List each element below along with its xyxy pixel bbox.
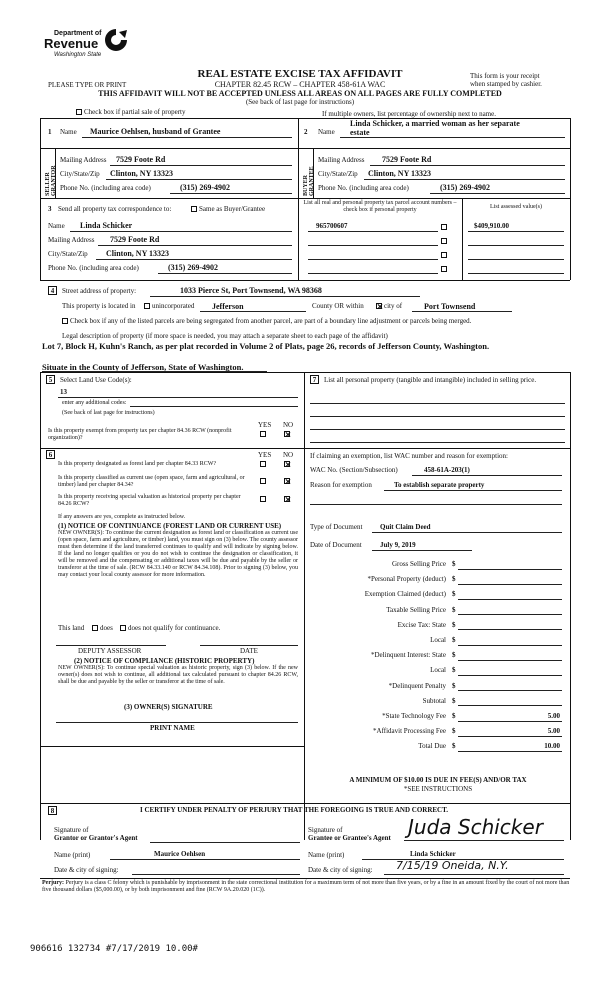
tax-row-currency: $: [452, 727, 456, 736]
correspondence-label: Send all property tax correspondence to:: [58, 205, 172, 213]
city-of-label: city of: [384, 302, 403, 310]
forest-no-checkbox[interactable]: [284, 461, 290, 467]
land-does-checkbox[interactable]: [92, 625, 98, 631]
buyer-mailing-value[interactable]: 7529 Foote Rd: [382, 155, 432, 164]
seller-city-label: City/State/Zip: [60, 170, 100, 178]
notice-continuance-title: (1) NOTICE OF CONTINUANCE (FOREST LAND OR CURRENT USE): [58, 522, 282, 530]
tax-row-label: Local: [430, 636, 446, 644]
grantee-sig-label-line2: Grantee or Grantee's Agent: [308, 834, 391, 842]
assessor-date-label: DATE: [240, 647, 258, 655]
tax-row-label: *Personal Property (deduct): [367, 575, 446, 584]
grantee-date-value[interactable]: 7/15/19 Oneida, N.Y.: [396, 859, 509, 872]
notice-continuance-body: NEW OWNER(S): To continue the current designation as forest land or classification as current use (open space, farm and agriculture, or timber) land, you must sign on (3) below. The county assessor must then determine if the land transferred continues to qualify and will indicate by signing below. If the land no longer qualifies or you do not wish to continue the designation or classification, it will be removed and the compensating or additional taxes will be due and payable by the seller or transferor at the time of sale. (RCW 84.33.140 or RCW 84.34.108). Prior to signing (3) below, you may contact your local county assessor for more information.: [58, 530, 298, 578]
tax-row-currency: $: [452, 696, 456, 705]
land-does-not-label: does not qualify for continuance.: [128, 624, 221, 632]
washington-state-text: Washington State: [54, 52, 102, 58]
print-name-label: PRINT NAME: [150, 724, 195, 732]
multiple-owners-note: If multiple owners, list percentage of ownership next to name.: [322, 110, 496, 118]
located-in-label: This property is located in: [62, 302, 136, 310]
seller-city-value[interactable]: Clinton, NY 13323: [110, 169, 174, 178]
section-2-number: 2: [304, 128, 308, 136]
dor-swoosh-icon: [102, 26, 130, 54]
grantee-name-value[interactable]: Linda Schicker: [410, 850, 456, 858]
buyer-grantee-label: BUYER GRANTEE: [303, 166, 315, 196]
form-warning: THIS AFFIDAVIT WILL NOT BE ACCEPTED UNLESS ALL AREAS ON ALL PAGES ARE FULLY COMPLETED: [98, 89, 502, 98]
tax-row-currency: $: [452, 620, 456, 629]
same-as-buyer-checkbox[interactable]: [191, 206, 197, 212]
forest-yes-header: YES: [258, 451, 272, 459]
tax-row-currency: $: [452, 712, 456, 720]
see-instructions-note: *SEE INSTRUCTIONS: [403, 785, 473, 793]
section-5-number: 5: [46, 375, 55, 384]
corr-mailing-label: Mailing Address: [48, 236, 95, 244]
county-value[interactable]: Jefferson: [212, 302, 244, 311]
street-label: Street address of property:: [62, 287, 137, 295]
tax-row-currency: $: [452, 590, 456, 599]
assessed-header: List assessed value(s): [490, 204, 542, 210]
tax-row-currency: $: [452, 651, 456, 660]
tax-row-label: Subtotal: [422, 696, 446, 705]
revenue-text: Revenue: [44, 36, 99, 51]
doc-type-label: Type of Document: [310, 523, 363, 531]
grantee-date-label: Date & city of signing:: [308, 866, 373, 874]
tax-row-label: *Delinquent Interest: State: [370, 651, 446, 660]
wac-label: WAC No. (Section/Subsection): [310, 466, 398, 474]
doc-date-label: Date of Document: [310, 541, 362, 549]
minimum-due-note: A MINIMUM OF $10.00 IS DUE IN FEE(S) AND/OR TAX: [349, 776, 527, 784]
tax-row-label: Taxable Selling Price: [386, 605, 446, 614]
personal-property-checkbox-4[interactable]: [441, 266, 447, 272]
tax-row-value[interactable]: 5.00: [547, 712, 560, 720]
land-use-code-value[interactable]: 13: [60, 388, 67, 396]
legal-description-line1[interactable]: Lot 7, Block H, Kuhn's Ranch, as per plat recorded in Volume 2 of Plats, page 26, records of Jefferson County, Washington.: [42, 341, 490, 351]
historic-yes-checkbox[interactable]: [260, 496, 266, 502]
buyer-city-label: City/State/Zip: [318, 170, 358, 178]
section-1-number: 1: [48, 128, 52, 136]
assessed-value[interactable]: $409,910.00: [474, 222, 509, 230]
wac-value[interactable]: 458-61A-203(1): [424, 466, 470, 474]
street-value[interactable]: 1033 Pierce St, Port Townsend, WA 98368: [180, 286, 322, 295]
tax-row-label: *Delinquent Penalty: [388, 681, 446, 690]
section-4-number: 4: [48, 286, 57, 295]
historic-no-checkbox[interactable]: [284, 496, 290, 502]
grantor-date-label: Date & city of signing:: [54, 866, 119, 874]
section-6-number: 6: [46, 450, 55, 459]
this-land-label: This land: [58, 624, 85, 632]
city-value[interactable]: Port Townsend: [424, 302, 476, 311]
segregated-label: Check box if any of the listed parcels are being segregated from another parcel, are part of a boundary line adjustment or parcels being merged.: [70, 317, 472, 325]
within-city-checkbox[interactable]: [376, 303, 382, 309]
tax-row-label: Exemption Claimed (deduct): [364, 590, 446, 599]
grantor-sig-label-line1: Signature of: [54, 826, 89, 834]
tax-row-value[interactable]: 5.00: [547, 727, 560, 736]
seller-mailing-label: Mailing Address: [60, 156, 107, 164]
if-yes-note: If any answers are yes, complete as instructed below.: [58, 514, 186, 520]
notice-compliance-body: NEW OWNER(S): To continue special valuation as historic property, sign (3) below. If the new owner(s) does not wish to continue, all additional tax calculated pursuant to chapter 84.26 RCW, shall be due and payable by the seller or transferor at the time of sale.: [58, 665, 298, 685]
tax-row-currency: $: [452, 575, 456, 584]
corr-city-label: City/State/Zip: [48, 250, 88, 258]
land-does-label: does: [100, 624, 113, 632]
tax-row-label: Excise Tax: State: [397, 620, 446, 629]
doc-date-value[interactable]: July 9, 2019: [380, 541, 416, 549]
tax-row-currency: $: [452, 605, 456, 614]
grantee-sig-label-line1: Signature of: [308, 826, 343, 834]
perjury-notice: [42, 880, 570, 894]
legal-description-line2[interactable]: Situate in the County of Jefferson, State of Washington.: [42, 362, 244, 372]
forest-yes-checkbox[interactable]: [260, 461, 266, 467]
land-use-see-back: (See back of last page for instructions): [62, 410, 155, 416]
parcel-header: List all real and personal property tax parcel account numbers – check box if personal property: [303, 200, 457, 213]
current-use-yes-checkbox[interactable]: [260, 478, 266, 484]
tax-row-label: *Affidavit Processing Fee: [373, 727, 446, 736]
buyer-phone-label: Phone No. (including area code): [318, 184, 409, 192]
section-3-number: 3: [48, 205, 52, 213]
receipt-note-line1: This form is your receipt: [470, 72, 540, 80]
cashier-stamp: 906616 132734 #7/17/2019 10.00#: [30, 944, 198, 954]
please-type-note: PLEASE TYPE OR PRINT: [48, 81, 127, 89]
section-8-number: 8: [48, 806, 57, 815]
exemption-reason-value[interactable]: To establish separate property: [394, 481, 485, 489]
tax-row-currency: $: [452, 681, 456, 690]
perjury-label: Perjury:: [42, 880, 64, 886]
seller-phone-value[interactable]: (315) 269-4902: [180, 183, 230, 192]
deputy-assessor-label: DEPUTY ASSESSOR: [78, 647, 142, 655]
personal-property-checkbox-3[interactable]: [441, 252, 447, 258]
see-back-instructions: (See back of last page for instructions): [245, 98, 355, 106]
additional-codes-label: enter any additional codes:: [62, 400, 127, 406]
tax-row-currency: $: [452, 742, 456, 751]
corr-mailing-value[interactable]: 7529 Foote Rd: [110, 235, 160, 244]
personal-property-checkbox-2[interactable]: [441, 238, 447, 244]
seller-name-value[interactable]: Maurice Oehlsen, husband of Grantee: [90, 127, 221, 136]
land-use-yes-header: YES: [258, 421, 272, 429]
dept-of-text: Department of: [54, 30, 102, 37]
perjury-text: Perjury is a class C felony which is punishable by imprisonment in the state correctional institution for a maximum term of not more than five years, or by a fine in an amount fixed by the court of not more than five thousand dollars ($5,000.00), or by both imprisonment and fine (RCW 9A.20.020 (1C)).: [42, 880, 570, 893]
forest-question: Is this property designated as forest land per chapter 84.33 RCW?: [58, 461, 217, 467]
tax-row-label: Total Due: [418, 742, 446, 751]
county-or-within-label: County OR within: [312, 302, 364, 310]
buyer-mailing-label: Mailing Address: [318, 156, 365, 164]
current-use-no-checkbox[interactable]: [284, 478, 290, 484]
tax-row-value[interactable]: 10.00: [544, 742, 560, 751]
notice-compliance-title: (2) NOTICE OF COMPLIANCE (HISTORIC PROPERTY): [74, 657, 255, 665]
legal-description-label: Legal description of property (if more space is needed, you may attach a separate sheet to each page of the affidavit): [62, 332, 388, 340]
corr-phone-label: Phone No. (including area code): [48, 264, 139, 272]
buyer-name-value-line1[interactable]: Linda Schicker, a married woman as her separate: [350, 119, 520, 128]
personal-property-label: List all personal property (tangible and intangible) included in selling price.: [324, 376, 537, 384]
doc-type-value[interactable]: Quit Claim Deed: [380, 523, 431, 531]
exempt-question: Is this property exempt from property tax per chapter 84.36 RCW (nonprofit organization)?: [48, 428, 232, 441]
unincorporated-checkbox[interactable]: [144, 303, 150, 309]
tax-row-currency: $: [452, 636, 456, 644]
exemption-reason-label: Reason for exemption: [310, 481, 372, 489]
exempt-yes-checkbox[interactable]: [260, 431, 266, 437]
parcel-number-value[interactable]: 965700607: [316, 222, 348, 230]
buyer-phone-value[interactable]: (315) 269-4902: [440, 183, 490, 192]
buyer-name-label: Name: [318, 128, 335, 136]
personal-property-checkbox-1[interactable]: [441, 224, 447, 230]
seller-grantor-label: SELLER GRANTOR: [45, 165, 57, 196]
buyer-city-value[interactable]: Clinton, NY 13323: [368, 169, 432, 178]
grantor-sig-label: [54, 826, 138, 842]
seller-mailing-value[interactable]: 7529 Foote Rd: [116, 155, 166, 164]
seller-phone-label: Phone No. (including area code): [60, 184, 151, 192]
grantor-sig-label-line2: Grantor or Grantor's Agent: [54, 834, 138, 842]
receipt-note-line2: when stamped by cashier.: [470, 80, 542, 88]
exemption-claim-label: If claiming an exemption, list WAC number and reason for exemption:: [310, 452, 508, 460]
grantor-name-value[interactable]: Maurice Oehlsen: [154, 850, 206, 858]
same-as-buyer-label: Same as Buyer/Grantee: [199, 205, 266, 213]
receipt-note: [470, 72, 570, 88]
historic-question: Is this property receiving special valuation as historical property per chapter 84.26 RCW?: [58, 494, 241, 507]
exempt-no-checkbox[interactable]: [284, 431, 290, 437]
corr-name-value[interactable]: Linda Schicker: [80, 221, 133, 230]
section-7-number: 7: [310, 375, 319, 384]
tax-row-currency: $: [452, 560, 456, 568]
land-use-no-header: NO: [283, 421, 294, 429]
form-title: REAL ESTATE EXCISE TAX AFFIDAVIT: [197, 68, 403, 80]
seller-name-label: Name: [60, 128, 77, 136]
tax-row-label: Gross Selling Price: [391, 560, 446, 568]
tax-row-label: Local: [430, 666, 446, 675]
segregated-checkbox[interactable]: [62, 318, 68, 324]
forest-no-header: NO: [283, 451, 294, 459]
grantor-name-label: Name (print): [54, 851, 91, 859]
grantee-sig-label: [308, 826, 391, 842]
unincorporated-label: unincorporated: [152, 302, 195, 310]
corr-phone-value[interactable]: (315) 269-4902: [168, 263, 218, 272]
grantee-signature[interactable]: Juda Schicker: [408, 815, 543, 839]
buyer-name-value-line2[interactable]: estate: [350, 128, 370, 137]
form-subtitle: CHAPTER 82.45 RCW – CHAPTER 458-61A WAC: [214, 80, 386, 89]
tax-row-currency: $: [452, 666, 456, 675]
dor-logo: [40, 24, 135, 68]
grantee-name-label: Name (print): [308, 851, 345, 859]
corr-name-label: Name: [48, 222, 65, 230]
land-use-label: Select Land Use Code(s):: [60, 376, 132, 384]
current-use-question: Is this property classified as current use (open space, farm and agricultural, or timber) land per chapter 84.34?: [58, 475, 245, 488]
partial-sale-label: Check box if partial sale of property: [84, 108, 186, 116]
tax-row-label: *State Technology Fee: [382, 712, 446, 720]
owner-signature-label: (3) OWNER(S) SIGNATURE: [124, 703, 213, 711]
corr-city-value[interactable]: Clinton, NY 13323: [106, 249, 170, 258]
certify-statement: I CERTIFY UNDER PENALTY OF PERJURY THAT THE FOREGOING IS TRUE AND CORRECT.: [140, 806, 449, 814]
land-does-not-checkbox[interactable]: [120, 625, 126, 631]
partial-sale-checkbox[interactable]: [76, 109, 82, 115]
